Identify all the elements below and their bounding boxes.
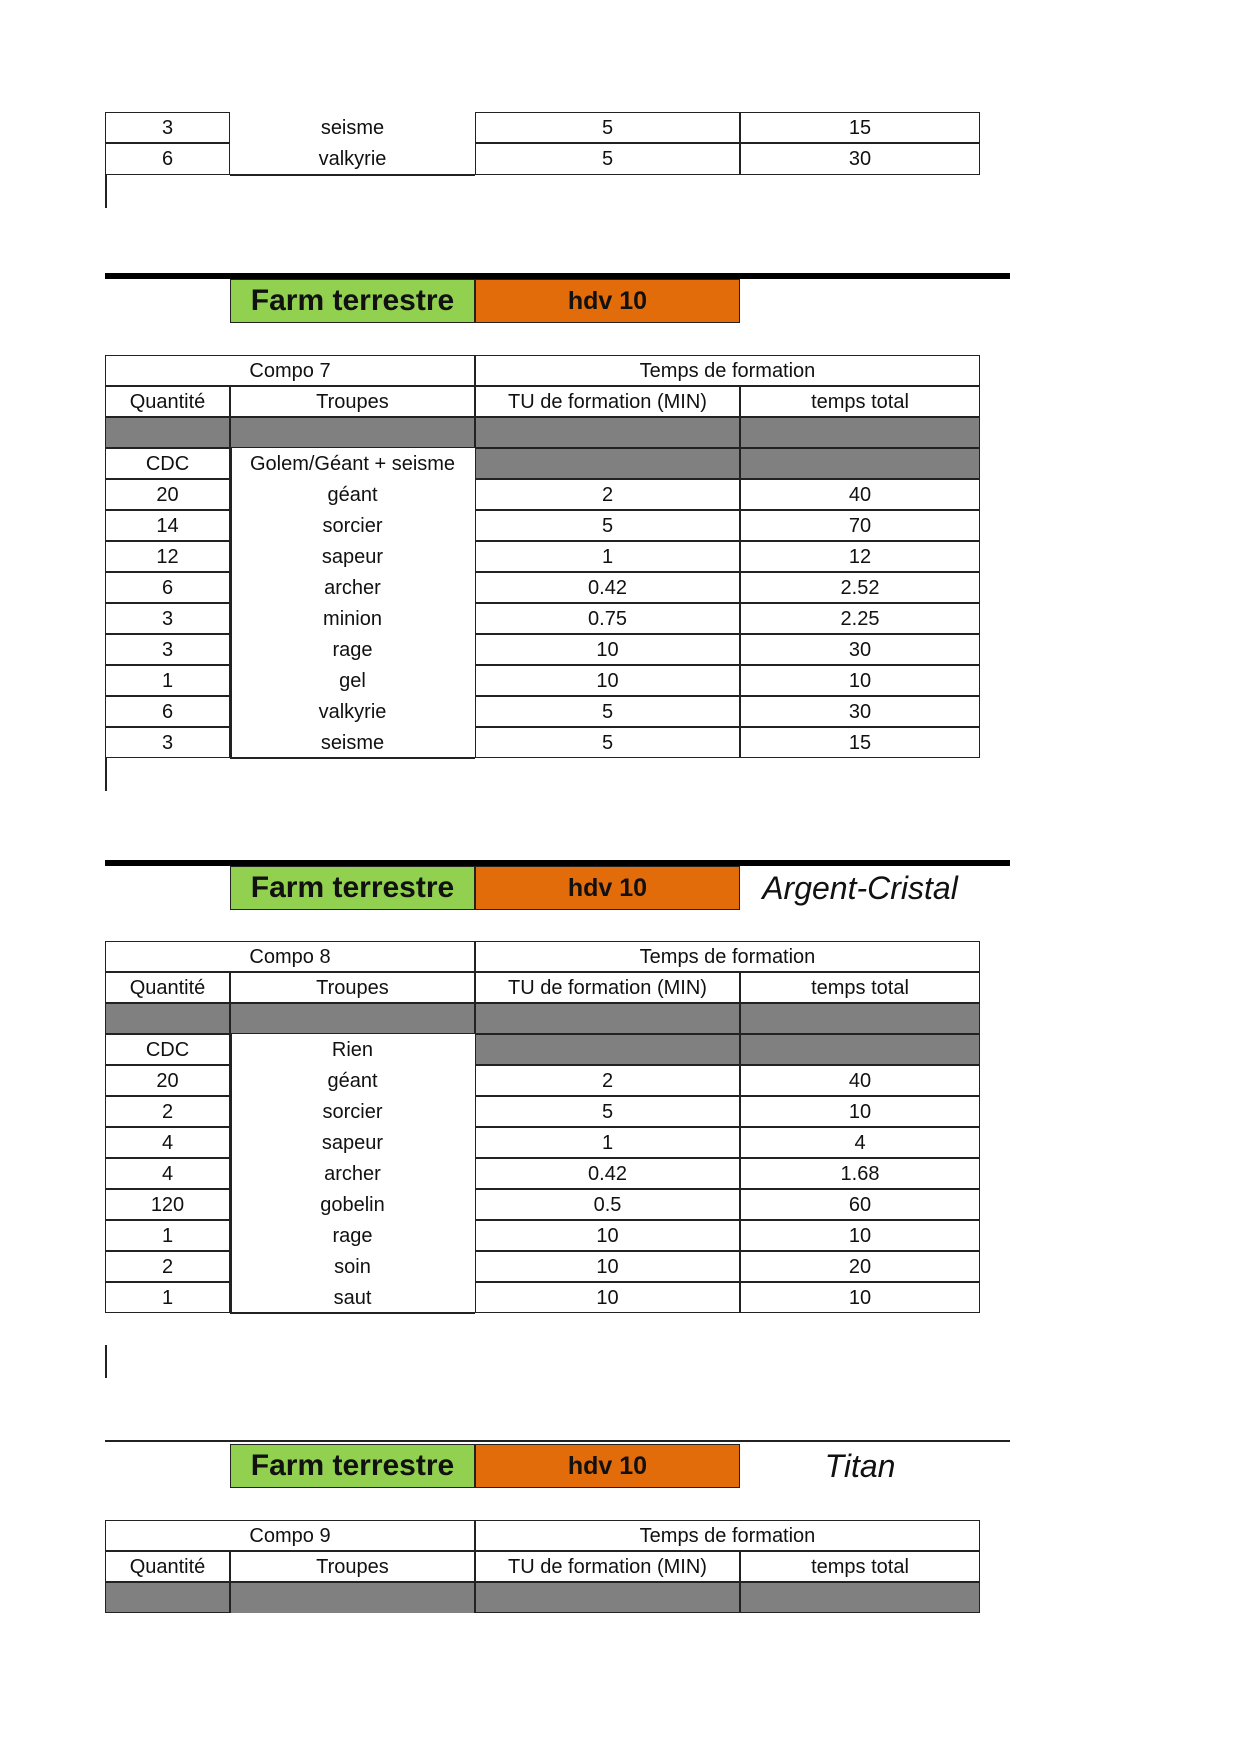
troop-cell: archer: [324, 576, 381, 599]
column-border: [230, 1034, 232, 1313]
col-total: temps total: [740, 386, 980, 417]
gray-band: [740, 1003, 980, 1034]
troop-cell: seisme: [320, 731, 385, 754]
col-tu: TU de formation (MIN): [475, 386, 740, 417]
qty-cell: 6: [105, 143, 230, 175]
total-cell: 1.68: [740, 1158, 980, 1189]
troop-cell: gel: [339, 669, 366, 692]
cdc-value: Rien: [331, 1038, 374, 1061]
total-cell: 2.52: [740, 572, 980, 603]
col-total: temps total: [740, 1551, 980, 1582]
farm-label: Farm terrestre: [230, 866, 475, 910]
rank-label: Titan: [824, 1447, 896, 1484]
total-cell: 10: [740, 665, 980, 696]
tu-cell: 5: [475, 510, 740, 541]
troop-cell: rage: [332, 638, 373, 661]
gray-band: [740, 417, 980, 448]
tu-cell: 0.42: [475, 572, 740, 603]
total-cell: 30: [740, 696, 980, 727]
qty-cell: 6: [105, 696, 230, 727]
tu-cell: 10: [475, 1251, 740, 1282]
level-label: hdv 10: [475, 866, 740, 910]
qty-cell: 12: [105, 541, 230, 572]
col-troops: Troupes: [230, 386, 475, 417]
col-qty: Quantité: [105, 972, 230, 1003]
row-border: [230, 757, 475, 759]
rank-label: Argent-Cristal: [762, 869, 958, 906]
tu-cell: 2: [475, 479, 740, 510]
troop-cell: seisme: [320, 116, 385, 139]
col-troops: Troupes: [230, 972, 475, 1003]
qty-cell: 3: [105, 603, 230, 634]
total-cell: 15: [740, 112, 980, 143]
qty-cell: 1: [105, 1220, 230, 1251]
qty-cell: 2: [105, 1096, 230, 1127]
gray-band: [230, 417, 475, 448]
total-cell: 30: [740, 143, 980, 175]
total-cell: 10: [740, 1282, 980, 1313]
qty-cell: 4: [105, 1158, 230, 1189]
col-qty: Quantité: [105, 386, 230, 417]
troop-cell: sorcier: [322, 1100, 383, 1123]
tu-cell: 2: [475, 1065, 740, 1096]
troop-cell: géant: [327, 1069, 378, 1092]
tu-cell: 5: [475, 727, 740, 758]
compo-title: Compo 7: [105, 355, 475, 386]
gray-band: [105, 417, 230, 448]
tu-cell: 0.42: [475, 1158, 740, 1189]
col-tu: TU de formation (MIN): [475, 1551, 740, 1582]
row-border: [230, 174, 475, 176]
qty-cell: 14: [105, 510, 230, 541]
total-cell: 60: [740, 1189, 980, 1220]
cdc-value: Golem/Géant + seisme: [249, 452, 456, 475]
tu-cell: 5: [475, 112, 740, 143]
troop-cell: valkyrie: [318, 148, 387, 170]
tu-cell: 5: [475, 696, 740, 727]
margin-line: [105, 1345, 107, 1378]
total-cell: 2.25: [740, 603, 980, 634]
gray-band: [475, 1003, 740, 1034]
level-label: hdv 10: [475, 279, 740, 323]
gray-band: [740, 1034, 980, 1065]
troop-cell: saut: [333, 1286, 372, 1309]
total-cell: 15: [740, 727, 980, 758]
compo-title: Compo 9: [105, 1520, 475, 1551]
total-cell: 70: [740, 510, 980, 541]
tu-cell: 10: [475, 665, 740, 696]
tu-cell: 0.75: [475, 603, 740, 634]
qty-cell: 120: [105, 1189, 230, 1220]
qty-cell: 2: [105, 1251, 230, 1282]
total-cell: 30: [740, 634, 980, 665]
cdc-label: CDC: [105, 1034, 230, 1065]
tu-cell: 10: [475, 1220, 740, 1251]
row-border: [230, 1312, 475, 1314]
qty-cell: 20: [105, 479, 230, 510]
farm-label: Farm terrestre: [230, 1444, 475, 1488]
tu-cell: 5: [475, 1096, 740, 1127]
temps-header: Temps de formation: [475, 1520, 980, 1551]
compo-title: Compo 8: [105, 941, 475, 972]
gray-band: [740, 448, 980, 479]
qty-cell: 4: [105, 1127, 230, 1158]
gray-band: [475, 1034, 740, 1065]
qty-cell: 20: [105, 1065, 230, 1096]
gray-band: [740, 1582, 980, 1613]
gray-band: [475, 448, 740, 479]
farm-label: Farm terrestre: [230, 279, 475, 323]
tu-cell: 10: [475, 1282, 740, 1313]
tu-cell: 1: [475, 1127, 740, 1158]
qty-cell: 3: [105, 727, 230, 758]
cdc-label: CDC: [105, 448, 230, 479]
total-cell: 4: [740, 1127, 980, 1158]
margin-line: [105, 175, 107, 208]
qty-cell: 1: [105, 665, 230, 696]
troop-cell: valkyrie: [318, 700, 387, 723]
qty-cell: 3: [105, 634, 230, 665]
temps-header: Temps de formation: [475, 941, 980, 972]
qty-cell: 6: [105, 572, 230, 603]
troop-cell: gobelin: [320, 1193, 385, 1216]
gray-band: [475, 417, 740, 448]
troop-cell: soin: [334, 1255, 371, 1278]
troop-cell: archer: [324, 1162, 381, 1185]
troop-cell: sorcier: [322, 514, 383, 537]
col-tu: TU de formation (MIN): [475, 972, 740, 1003]
temps-header: Temps de formation: [475, 355, 980, 386]
total-cell: 12: [740, 541, 980, 572]
level-label: hdv 10: [475, 1444, 740, 1488]
total-cell: 40: [740, 479, 980, 510]
total-cell: 10: [740, 1096, 980, 1127]
troop-cell: minion: [323, 607, 382, 630]
tu-cell: 5: [475, 143, 740, 175]
col-total: temps total: [740, 972, 980, 1003]
tu-cell: 1: [475, 541, 740, 572]
col-troops: Troupes: [230, 1551, 475, 1582]
total-cell: 10: [740, 1220, 980, 1251]
gray-band: [105, 1582, 230, 1613]
gray-band: [105, 1003, 230, 1034]
total-cell: 40: [740, 1065, 980, 1096]
col-qty: Quantité: [105, 1551, 230, 1582]
troop-cell: sapeur: [321, 1131, 384, 1154]
tu-cell: 10: [475, 634, 740, 665]
troop-cell: sapeur: [321, 545, 384, 568]
gray-band: [475, 1582, 740, 1613]
total-cell: 20: [740, 1251, 980, 1282]
section-separator: [105, 1440, 1010, 1442]
tu-cell: 0.5: [475, 1189, 740, 1220]
gray-band: [230, 1582, 475, 1613]
troop-cell: rage: [332, 1224, 373, 1247]
gray-band: [230, 1003, 475, 1034]
qty-cell: 1: [105, 1282, 230, 1313]
qty-cell: 3: [105, 112, 230, 143]
column-border: [230, 448, 232, 758]
troop-cell: géant: [327, 483, 378, 506]
margin-line: [105, 758, 107, 791]
